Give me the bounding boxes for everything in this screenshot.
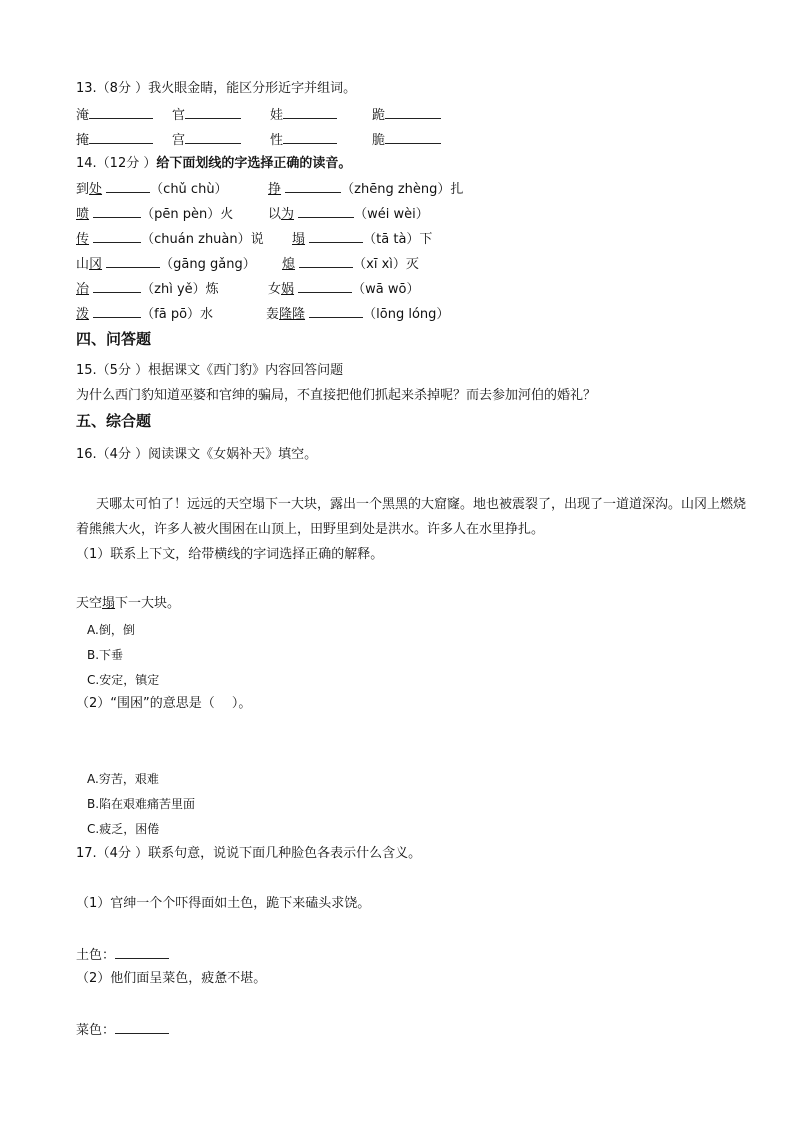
answer-blank[interactable] bbox=[89, 131, 153, 144]
q13-item: 娃 bbox=[270, 106, 337, 125]
q13-item: 官 bbox=[172, 106, 241, 125]
option-c[interactable]: C.安定，镇定 bbox=[87, 673, 160, 687]
q13-item: 淹 bbox=[76, 106, 153, 125]
q16-passage: 天哪太可怕了！远远的天空塌下一大块，露出一个黑黑的大窟窿。地也被震裂了，出现了一道道深沟。山冈上燃烧着熊熊大火，许多人被火围困在山顶上，田野里到处是洪水。许多人在水里挣扎。 bbox=[76, 497, 747, 537]
q17-sub1: （1）官绅一个个吓得面如土色，跪下来磕头求饶。 bbox=[76, 896, 371, 911]
q16-title: 16.（4分 ）阅读课文《女娲补天》填空。 bbox=[76, 447, 318, 462]
section-heading: 四、问答题 bbox=[76, 330, 152, 348]
q15-title: 15.（5分 ）根据课文《西门豹》内容回答问题 bbox=[76, 363, 344, 378]
answer-blank[interactable] bbox=[93, 205, 141, 218]
answer-blank[interactable] bbox=[106, 180, 150, 193]
answer-blank[interactable] bbox=[106, 255, 160, 268]
answer-blank[interactable] bbox=[385, 106, 441, 119]
q13-item: 掩 bbox=[76, 131, 153, 150]
q14-item: 到处 （chǔ chù） bbox=[76, 182, 228, 197]
q14-item: 冶 （zhì yě）炼 bbox=[76, 282, 219, 297]
answer-blank[interactable] bbox=[285, 180, 341, 193]
q14-title: 14.（12分 ）给下面划线的字选择正确的读音。 bbox=[76, 156, 352, 171]
q16-sub2: （2）“围困”的意思是（ ）。 bbox=[76, 696, 252, 711]
answer-blank[interactable] bbox=[298, 205, 354, 218]
answer-blank[interactable] bbox=[283, 131, 337, 144]
answer-blank[interactable] bbox=[385, 131, 441, 144]
option-c[interactable]: C.疲乏，困倦 bbox=[87, 822, 160, 836]
q17-answer-1: 土色： bbox=[76, 946, 169, 965]
answer-blank[interactable] bbox=[309, 305, 363, 318]
q16-sub1: （1）联系上下文，给带横线的字词选择正确的解释。 bbox=[76, 547, 384, 562]
q14-item: 轰隆隆 （lōng lóng） bbox=[266, 307, 450, 322]
q14-item: 熄 （xī xì）灭 bbox=[282, 257, 419, 272]
q13-item: 宫 bbox=[172, 131, 241, 150]
q13-title: 13.（8分 ）我火眼金睛，能区分形近字并组词。 bbox=[76, 81, 357, 96]
answer-blank[interactable] bbox=[115, 1021, 169, 1034]
q13-item: 性 bbox=[270, 131, 337, 150]
q14-item: 喷 （pēn pèn）火 bbox=[76, 207, 234, 222]
answer-blank[interactable] bbox=[283, 106, 337, 119]
q14-item: 以为 （wéi wèi） bbox=[268, 207, 429, 222]
answer-blank[interactable] bbox=[115, 946, 169, 959]
q14-item: 挣 （zhēng zhèng）扎 bbox=[268, 182, 464, 197]
q14-item: 山冈 （gāng gǎng） bbox=[76, 257, 256, 272]
answer-blank[interactable] bbox=[93, 305, 141, 318]
q13-item: 跪 bbox=[372, 106, 441, 125]
answer-blank[interactable] bbox=[309, 230, 363, 243]
q14-item: 女娲 （wā wō） bbox=[268, 282, 420, 297]
q14-item: 传 （chuán zhuàn）说 bbox=[76, 232, 264, 247]
q16-sub1-sentence: 天空塌下一大块。 bbox=[76, 596, 181, 611]
option-a[interactable]: A.穷苦，艰难 bbox=[87, 772, 159, 786]
q14-item: 泼 （fā pō）水 bbox=[76, 307, 214, 322]
answer-blank[interactable] bbox=[93, 280, 141, 293]
answer-blank[interactable] bbox=[93, 230, 141, 243]
option-b[interactable]: B.下垂 bbox=[87, 648, 124, 662]
q17-answer-2: 菜色： bbox=[76, 1021, 169, 1040]
answer-blank[interactable] bbox=[299, 255, 353, 268]
q17-sub2: （2）他们面呈菜色，疲惫不堪。 bbox=[76, 971, 267, 986]
answer-blank[interactable] bbox=[89, 106, 153, 119]
option-a[interactable]: A.倒，倒 bbox=[87, 623, 135, 637]
q15-question: 为什么西门豹知道巫婆和官绅的骗局，不直接把他们抓起来杀掉呢？而去参加河伯的婚礼？ bbox=[76, 388, 597, 403]
answer-blank[interactable] bbox=[185, 131, 241, 144]
section-heading: 五、综合题 bbox=[76, 412, 152, 430]
answer-blank[interactable] bbox=[185, 106, 241, 119]
q13-item: 脆 bbox=[372, 131, 441, 150]
answer-blank[interactable] bbox=[298, 280, 352, 293]
option-b[interactable]: B.陷在艰难痛苦里面 bbox=[87, 797, 196, 811]
q17-title: 17.（4分 ）联系句意，说说下面几种脸色各表示什么含义。 bbox=[76, 846, 422, 861]
q14-item: 塌 （tā tà）下 bbox=[292, 232, 433, 247]
